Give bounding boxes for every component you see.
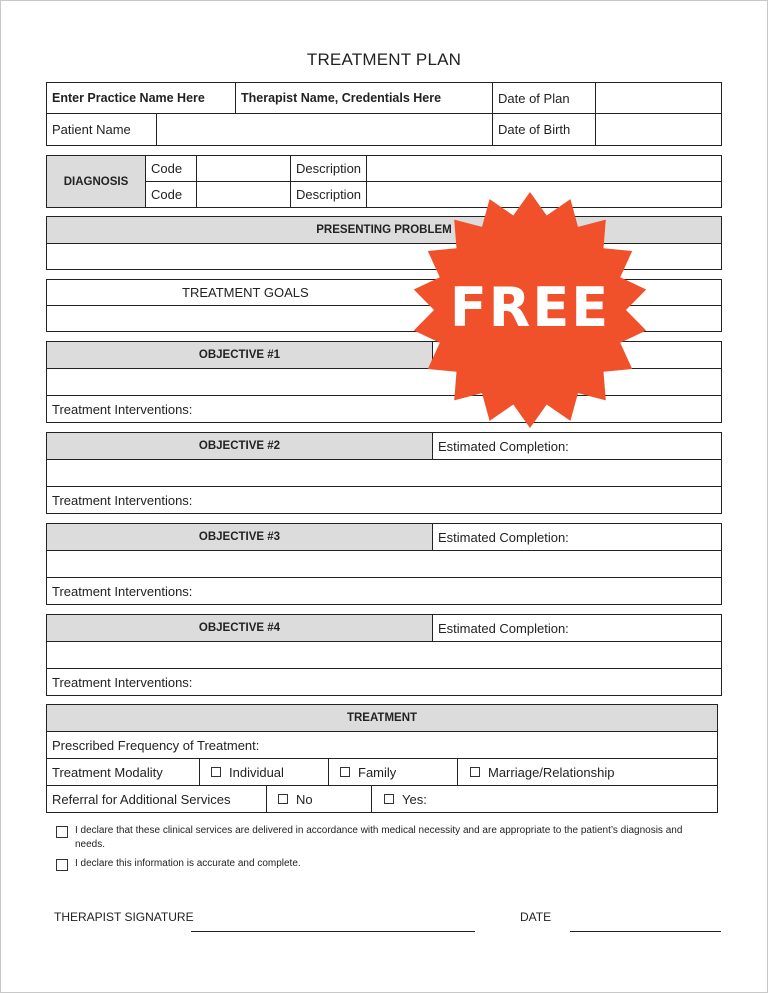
no-checkbox[interactable]	[278, 794, 288, 804]
therapist-name-field[interactable]: Therapist Name, Credentials Here	[235, 82, 493, 114]
date-of-plan-label: Date of Plan	[492, 82, 596, 114]
objective-4-header: OBJECTIVE #4	[46, 614, 433, 642]
referral-yes-option[interactable]	[371, 785, 718, 813]
declaration-2-text: I declare this information is accurate and complete.	[75, 858, 301, 869]
treatment-goals-label: TREATMENT GOALS	[46, 279, 722, 306]
objective-3-interventions[interactable]: Treatment Interventions:	[46, 577, 722, 605]
date-label: DATE	[520, 910, 552, 924]
modality-individual-option[interactable]	[199, 758, 329, 786]
objective-2-completion[interactable]: Estimated Completion:	[432, 432, 722, 460]
date-of-plan-input[interactable]	[595, 82, 722, 114]
objective-1-interventions[interactable]: Treatment Interventions:	[46, 395, 722, 423]
objective-2-input[interactable]	[46, 459, 722, 487]
date-signature-line[interactable]	[570, 931, 721, 932]
date-of-birth-input[interactable]	[595, 113, 722, 146]
objective-3-completion[interactable]: Estimated Completion:	[432, 523, 722, 551]
modality-label: Treatment Modality	[46, 758, 200, 786]
no-label: No	[296, 791, 313, 807]
declaration-1	[56, 824, 696, 852]
objective-2-interventions[interactable]: Treatment Interventions:	[46, 486, 722, 514]
treatment-header: TREATMENT	[46, 704, 718, 732]
yes-label: Yes:	[402, 791, 427, 807]
free-badge-text: FREE	[449, 276, 611, 339]
referral-no-option[interactable]	[266, 785, 372, 813]
patient-name-input[interactable]	[156, 113, 493, 146]
family-label: Family	[358, 764, 397, 780]
diagnosis-code-label-1: Code	[145, 155, 197, 182]
individual-checkbox[interactable]	[211, 767, 221, 777]
declaration-2	[56, 857, 696, 871]
diagnosis-description-label-1: Description	[290, 155, 367, 182]
diagnosis-code-input-2[interactable]	[196, 181, 291, 208]
declaration-2-checkbox[interactable]	[56, 859, 68, 871]
patient-name-label: Patient Name	[46, 113, 157, 146]
therapist-signature-line[interactable]	[191, 931, 475, 932]
presenting-problem-header: PRESENTING PROBLEM	[46, 216, 722, 244]
objective-2-header: OBJECTIVE #2	[46, 432, 433, 460]
objective-4-completion[interactable]: Estimated Completion:	[432, 614, 722, 642]
marriage-checkbox[interactable]	[470, 767, 480, 777]
diagnosis-label: DIAGNOSIS	[46, 155, 146, 208]
free-badge	[405, 185, 655, 435]
family-checkbox[interactable]	[340, 767, 350, 777]
objective-3-input[interactable]	[46, 550, 722, 578]
diagnosis-description-input-1[interactable]	[366, 155, 722, 182]
diagnosis-code-label-2: Code	[145, 181, 197, 208]
modality-marriage-option[interactable]	[457, 758, 718, 786]
yes-checkbox[interactable]	[384, 794, 394, 804]
objective-4-interventions[interactable]: Treatment Interventions:	[46, 668, 722, 696]
objective-1-header: OBJECTIVE #1	[46, 341, 433, 369]
objective-4-input[interactable]	[46, 641, 722, 669]
individual-label: Individual	[229, 764, 284, 780]
practice-name-field[interactable]: Enter Practice Name Here	[46, 82, 236, 114]
referral-label: Referral for Additional Services	[46, 785, 267, 813]
frequency-field[interactable]: Prescribed Frequency of Treatment:	[46, 731, 718, 759]
marriage-label: Marriage/Relationship	[488, 764, 615, 780]
objective-3-header: OBJECTIVE #3	[46, 523, 433, 551]
therapist-signature-label: THERAPIST SIGNATURE	[54, 910, 194, 924]
declaration-1-checkbox[interactable]	[56, 826, 68, 838]
diagnosis-description-label-2: Description	[290, 181, 367, 208]
modality-family-option[interactable]	[328, 758, 458, 786]
page-title: TREATMENT PLAN	[306, 50, 462, 69]
declaration-1-text: I declare that these clinical services are delivered in accordance with medical necessity and are appropriate to the patient’s diagnosis and needs.	[75, 825, 683, 850]
diagnosis-code-input-1[interactable]	[196, 155, 291, 182]
date-of-birth-label: Date of Birth	[492, 113, 596, 146]
